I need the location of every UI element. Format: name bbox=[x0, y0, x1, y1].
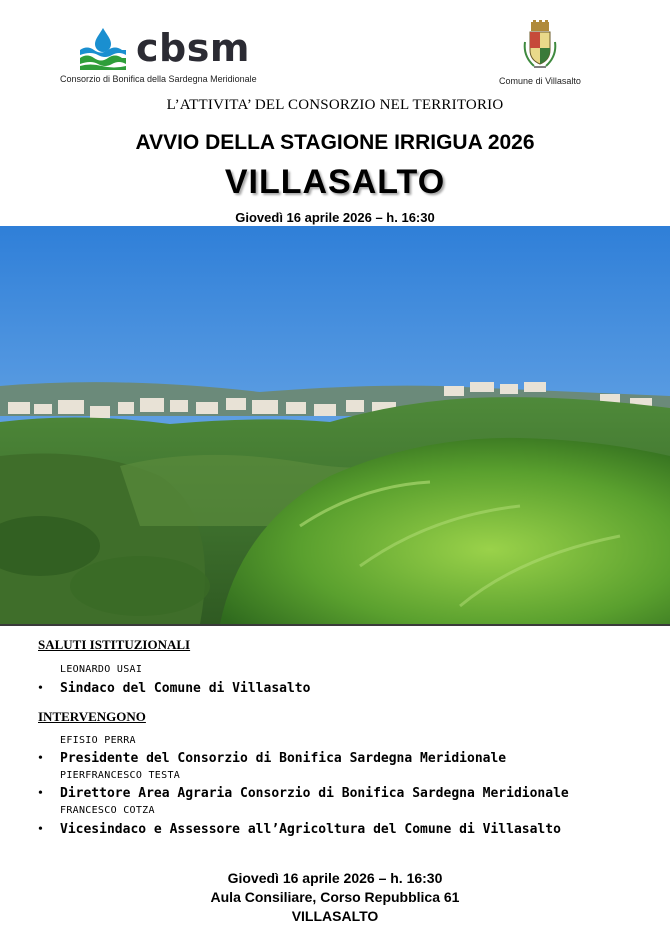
section-heading-saluti: SALUTI ISTITUZIONALI bbox=[38, 637, 191, 652]
bullet-icon: • bbox=[38, 751, 43, 766]
bullet-icon: • bbox=[38, 786, 43, 801]
speaker-name: PIERFRANCESCO TESTA bbox=[60, 770, 181, 781]
footer-venue: Aula Consiliare, Corso Repubblica 61 bbox=[210, 889, 460, 905]
brand-name: cbsm bbox=[136, 26, 250, 70]
bullet-icon: • bbox=[38, 681, 43, 696]
speaker-name: EFISIO PERRA bbox=[60, 735, 136, 746]
cbsm-logo bbox=[60, 20, 290, 90]
comune-logo bbox=[484, 20, 596, 90]
speaker-role: Presidente del Consorzio di Bonifica Sardegna Meridionale bbox=[60, 751, 507, 766]
landscape-photo bbox=[0, 226, 670, 626]
section-heading-interventi: INTERVENGONO bbox=[38, 709, 146, 724]
bullet-icon: • bbox=[38, 822, 43, 837]
speaker-name: FRANCESCO COTZA bbox=[60, 805, 155, 816]
speaker-role: Direttore Area Agraria Consorzio di Bonifica Sardegna Meridionale bbox=[60, 786, 569, 801]
event-kicker: L’ATTIVITA’ DEL CONSORZIO NEL TERRITORIO bbox=[166, 97, 504, 113]
speaker-role: Sindaco del Comune di Villasalto bbox=[60, 681, 311, 696]
speaker-role: Vicesindaco e Assessore all’Agricoltura del Comune di Villasalto bbox=[60, 822, 561, 837]
municipal-crest-icon bbox=[522, 20, 558, 72]
water-drop-waves-icon bbox=[78, 26, 128, 70]
consorzio-name: Consorzio di Bonifica della Sardegna Meridionale bbox=[60, 74, 257, 84]
footer-town: VILLASALTO bbox=[291, 908, 379, 924]
speaker-name: LEONARDO USAI bbox=[60, 664, 143, 675]
footer-date: Giovedì 16 aprile 2026 – h. 16:30 bbox=[227, 870, 443, 886]
comune-name: Comune di Villasalto bbox=[499, 76, 581, 86]
event-title: AVVIO DELLA STAGIONE IRRIGUA 2026 bbox=[135, 131, 535, 154]
event-dateline: Giovedì 16 aprile 2026 – h. 16:30 bbox=[235, 210, 435, 225]
event-place: VILLASALTO bbox=[224, 163, 446, 201]
